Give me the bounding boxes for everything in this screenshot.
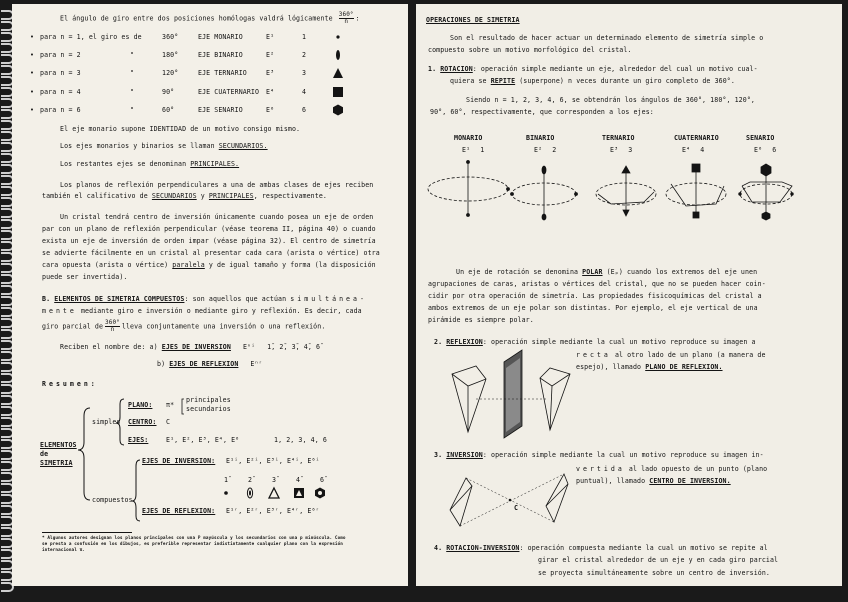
row-angle: 60° [162, 106, 175, 114]
inversion-bar-symbol: 2̄ [248, 476, 253, 484]
spaced-text: recta [576, 351, 611, 359]
tree-centro: CENTRO: [128, 418, 157, 426]
right-intro-l2: compuesto sobre un motivo morfológico del cristal. [428, 46, 632, 54]
row-bullet: • [30, 106, 35, 114]
s3-l2 [576, 465, 767, 474]
row-n-text: para n = 6 [40, 106, 81, 114]
tree-ejes-reflexion: EJES DE REFLEXION: [142, 507, 216, 515]
text: espejo), llamado [576, 363, 642, 371]
text: quiera se [450, 77, 487, 85]
term-ejes-reflexion: EJES DE REFLEXION [169, 360, 239, 368]
binario-diagram [511, 166, 578, 220]
tree-ejes-nums: 1, 2, 3, 4, 6 [274, 436, 327, 444]
text: y de igual tamaño y forma (la disposición [208, 261, 376, 269]
term-paralela: paralela [172, 261, 205, 269]
cuaternario-diagram [666, 164, 726, 218]
s4-l3: se proyecta simultáneamente sobre un centro de inversión. [538, 569, 770, 577]
tree-de: de [40, 450, 49, 458]
tree-plano: PLANO: [128, 401, 153, 409]
para-center-l1: Un cristal tendrá centro de inversión únicamente cuando posea un eje de orden [60, 213, 374, 221]
inversion-1-icon [224, 491, 228, 495]
right-page [416, 4, 842, 586]
row-axis-symbol: E² [266, 51, 275, 59]
text: (Eₚ) cuando los extremos del eje unen [606, 268, 758, 276]
row-axis-name: EJE MONARIO [198, 33, 243, 41]
polar-l2: agrupaciones de caras, aristas o vértices del cristal, que no se pueden hacer coin- [428, 280, 766, 288]
tree-secundarios: secundarios [186, 405, 231, 413]
symbol: Eⁿⁱ [242, 343, 256, 351]
row-bullet: • [30, 88, 35, 96]
axis-head-num: 4 [700, 146, 705, 154]
axis-head-num: 1 [480, 146, 485, 154]
s2-l2 [576, 351, 766, 360]
axis-head-num: 3 [628, 146, 633, 154]
row-bullet: • [30, 51, 35, 59]
text: : operación simple mediante la cual un motivo reproduce su imagen a [482, 338, 756, 346]
row-angle: 180° [162, 51, 179, 59]
square-icon [332, 86, 344, 98]
polar-l3: cidir por otra operación de simetría. Las propiedades fisicoquímicas del cristal a [428, 292, 762, 300]
axis-head-name: CUATERNARIO [674, 134, 719, 142]
term-secundarios: SECUNDARIOS. [218, 142, 268, 150]
spaced-text: mente [42, 307, 77, 315]
row-ditto: " [130, 51, 135, 59]
text: : son aquellos que actúan [184, 295, 287, 303]
text: , respectivamente. [253, 192, 327, 200]
footnote-l2: se presta a confusión en los dibujos, es preferible representar indistintamente cualquier plano con la expresión [42, 542, 343, 547]
text: lleva conjuntamente una inversión o una reflexión. [121, 322, 326, 331]
tree-simetria: SIMETRIA [40, 459, 73, 467]
row-angle: 120° [162, 69, 179, 77]
fraction-numerator: 360° [105, 319, 120, 326]
term: PRINCIPALES [208, 192, 254, 200]
axis-head-num: 2 [552, 146, 557, 154]
row-axis-symbol: E³ [266, 69, 275, 77]
text: giro parcial de [42, 322, 104, 331]
axis-head-sym: E⁴ [682, 146, 691, 154]
term-centro-inversion: CENTRO DE INVERSION. [649, 477, 731, 485]
text: mediante giro e inversión o mediante giro y reflexión. Es decir, cada [80, 307, 362, 315]
axis-head-symbol [682, 146, 704, 155]
axis-head-sym: E⁶ [754, 146, 763, 154]
section-number: 2. [434, 338, 443, 346]
tree-principales: principales [186, 396, 231, 404]
term-repite: REPITE [490, 77, 516, 85]
fraction-denominator: n [344, 18, 349, 25]
tree-ejes: EJES: [128, 436, 149, 444]
section-b-label: B. [42, 295, 51, 303]
row-axis-number: 2 [302, 51, 307, 59]
tree-plano-sym: π* [166, 401, 175, 409]
inversion-2-icon [247, 488, 252, 498]
reflection-diagram [446, 344, 576, 444]
inversion-bar-symbol: 4̄ [296, 476, 301, 484]
axis-head-name: TERNARIO [602, 134, 635, 142]
s1-l2 [450, 77, 735, 86]
s3-l1 [434, 451, 764, 460]
axis-head-sym: E³ [610, 146, 619, 154]
axis-head-num: 6 [772, 146, 777, 154]
text: Los ejes monarios y binarios se llaman [60, 142, 215, 150]
para-center-l4: se advierte fácilmente en un cristal al presentar cada cara (arista o vértice) otra [42, 249, 380, 257]
tree-ejes-reflexion-vals: E¹ʳ, E²ʳ, E³ʳ, E⁴ʳ, E⁶ʳ [226, 507, 320, 515]
text: Un eje de rotación se denomina [456, 268, 579, 276]
row-axis-symbol: E⁴ [266, 88, 275, 96]
row-angle: 360° [162, 33, 179, 41]
row-axis-name: EJE SENARIO [198, 106, 243, 114]
text: Los restantes ejes se denominan [60, 160, 187, 168]
s2-l3 [576, 363, 723, 372]
section-title-inversion: INVERSION [446, 451, 483, 459]
text: cara opuesta (arista o vértice) [42, 261, 169, 269]
s4-l1 [434, 544, 768, 553]
ternario-diagram [596, 166, 656, 216]
row-axis-number: 3 [302, 69, 307, 77]
fraction-denominator: n [110, 326, 115, 333]
row-axis-number: 4 [302, 88, 307, 96]
section-b-title: ELEMENTOS DE SIMETRIA COMPUESTOS [54, 295, 185, 303]
row-n-text: para n = 4 [40, 88, 81, 96]
text: : operación simple mediante un eje, alrededor del cual un motivo cual- [472, 65, 758, 73]
tree-ejes-vals: E¹, E², E³, E⁴, E⁶ [166, 436, 240, 444]
text: : operación compuesta mediante la cual un motivo se repite al [519, 544, 768, 552]
term-ejes-inversion: EJES DE INVERSION [161, 343, 231, 351]
para-planes-l1: Los planos de reflexión perpendiculares a una de ambas clases de ejes reciben [60, 181, 374, 189]
values: 1̄, 2̄, 3̄, 4̄, 6̄ [267, 343, 321, 351]
row-n-text: para n = 2 [40, 51, 81, 59]
left-page [12, 4, 408, 586]
spaced-text: vertida [576, 465, 625, 473]
polar-l4: ambos extremos de un eje polar son distintas. Por ejemplo, el eje vertical de una [428, 304, 758, 312]
symbol: Eⁿʳ [250, 360, 263, 368]
para-center-l2: par con un plano de reflexión perpendicular (véase teorema II, página 40) o cuando [42, 225, 376, 233]
text: y [200, 192, 205, 200]
inversion-center-label: C [514, 504, 519, 512]
row-axis-name: EJE BINARIO [198, 51, 243, 59]
section-number: 4. [434, 544, 443, 552]
axis-head-symbol [754, 146, 776, 155]
text: al otro lado de un plano (a manera de [614, 351, 766, 359]
axis-head-symbol [462, 146, 484, 155]
inversion-6-icon [315, 488, 325, 499]
tree-compuestos: compuestos [92, 496, 133, 504]
right-intro-l1: Son el resultado de hacer actuar un determinado elemento de simetría simple o [450, 34, 764, 42]
spaced-text: simultánea- [290, 295, 367, 303]
axis-head-sym: E¹ [462, 146, 471, 154]
text: también el calificativo de [42, 192, 148, 200]
footnote-l1: * Algunos autores designan los planos principales con una P mayúscula y los secundarios con una p minúscula. Como [42, 536, 346, 541]
s3-l3 [576, 477, 731, 486]
axis-head-symbol [534, 146, 556, 155]
row-ditto: " [130, 88, 135, 96]
s1-l3: Siendo n = 1, 2, 3, 4, 6, se obtendrán los ángulos de 360°, 180°, 120°, [466, 96, 755, 104]
monario-diagram [428, 160, 510, 217]
row-axis-number: 1 [302, 33, 307, 41]
axis-head-name: BINARIO [526, 134, 555, 142]
axis-head-name: MONARIO [454, 134, 483, 142]
row-ditto: " [130, 69, 135, 77]
section-title-reflexion: REFLEXION [446, 338, 483, 346]
text: b) [157, 360, 166, 368]
tree-simples: simples [92, 418, 121, 426]
row-axis-symbol: E⁶ [266, 106, 275, 114]
tree-ejes-inversion: EJES DE INVERSION: [142, 457, 216, 465]
term-polar: POLAR [582, 268, 603, 276]
triangle-icon [332, 67, 344, 79]
s1-l4: 90°, 60°, respectivamente, que corresponden a los ejes: [430, 108, 654, 116]
intro-line: El ángulo de giro entre dos posiciones homólogas valdrá lógicamente $\frac{360^\circ}{n}$ : [60, 11, 360, 25]
row-axis-symbol: E¹ [266, 33, 275, 41]
polar-l5: pirámide es siempre polar. [428, 316, 534, 324]
para-center-l6: puede ser invertida). [42, 273, 128, 281]
row-axis-name: EJE CUATERNARIO [198, 88, 260, 96]
row-bullet: • [30, 33, 35, 41]
section-number: 1. [428, 65, 437, 73]
tree-ejes-inversion-vals: E¹ⁱ, E²ⁱ, E³ⁱ, E⁴ⁱ, E⁶ⁱ [226, 457, 320, 465]
s1-l1 [428, 65, 758, 74]
inversion-symbols [220, 486, 330, 500]
section-title-rotacion-inversion: ROTACION-INVERSION [446, 544, 520, 552]
term-plano-reflexion: PLANO DE REFLEXION. [645, 363, 723, 371]
inversion-4-icon [294, 488, 304, 498]
hexagon-icon [332, 104, 344, 116]
resumen-heading: Resumen: [42, 380, 98, 388]
section-number: 3. [434, 451, 443, 459]
axis-head-name: SENARIO [746, 134, 775, 142]
para-identity: El eje monario supone IDENTIDAD de un motivo consigo mismo. [60, 125, 301, 133]
text: al lado opuesto de un punto (plano [628, 465, 768, 473]
dot-icon [332, 31, 344, 43]
row-angle: 90° [162, 88, 175, 96]
footnote-l3: internacional π. [42, 548, 85, 553]
axis-head-sym: E² [534, 146, 543, 154]
right-heading: OPERACIONES DE SIMETRIA [426, 16, 520, 24]
text: puntual), llamado [576, 477, 646, 485]
row-n-text: para n = 1, el giro es de [40, 33, 142, 41]
axis-head-symbol [610, 146, 632, 155]
inversion-bar-symbol: 6̄ [320, 476, 325, 484]
fraction-numerator: 360° [338, 11, 354, 18]
text: Reciben el nombre de: a) [60, 343, 158, 351]
s4-l2: girar el cristal alrededor de un eje y en cada giro parcial [538, 556, 779, 564]
row-n-text: para n = 3 [40, 69, 81, 77]
lens-icon [332, 49, 344, 61]
term: SECUNDARIOS [151, 192, 197, 200]
polar-l1 [456, 268, 757, 277]
rotation-diagrams [416, 154, 842, 224]
inversion-bar-symbol: 1̄ [224, 476, 229, 484]
inversion-diagram [446, 466, 576, 536]
row-ditto: " [130, 106, 135, 114]
tree-centro-val: C [166, 418, 171, 426]
intro-text: El ángulo de giro entre dos posiciones homólogas valdrá lógicamente [60, 14, 333, 23]
text: : operación simple mediante la cual un motivo reproduce su imagen in- [482, 451, 764, 459]
row-bullet: • [30, 69, 35, 77]
inversion-bar-symbol: 3̄ [272, 476, 277, 484]
inversion-3-icon [269, 488, 279, 498]
text: (superpone) n veces durante un giro completo de 360°. [519, 77, 735, 85]
tree-elementos: ELEMENTOS [40, 441, 77, 449]
para-center-l3: exista un eje de inversión de orden impar (véase página 32). El centro de simetría [42, 237, 376, 245]
row-axis-number: 6 [302, 106, 307, 114]
section-title-rotacion: ROTACION [440, 65, 473, 73]
term-principales: PRINCIPALES. [190, 160, 240, 168]
row-axis-name: EJE TERNARIO [198, 69, 247, 77]
footnote-rule [42, 532, 132, 533]
senario-diagram [739, 164, 794, 220]
